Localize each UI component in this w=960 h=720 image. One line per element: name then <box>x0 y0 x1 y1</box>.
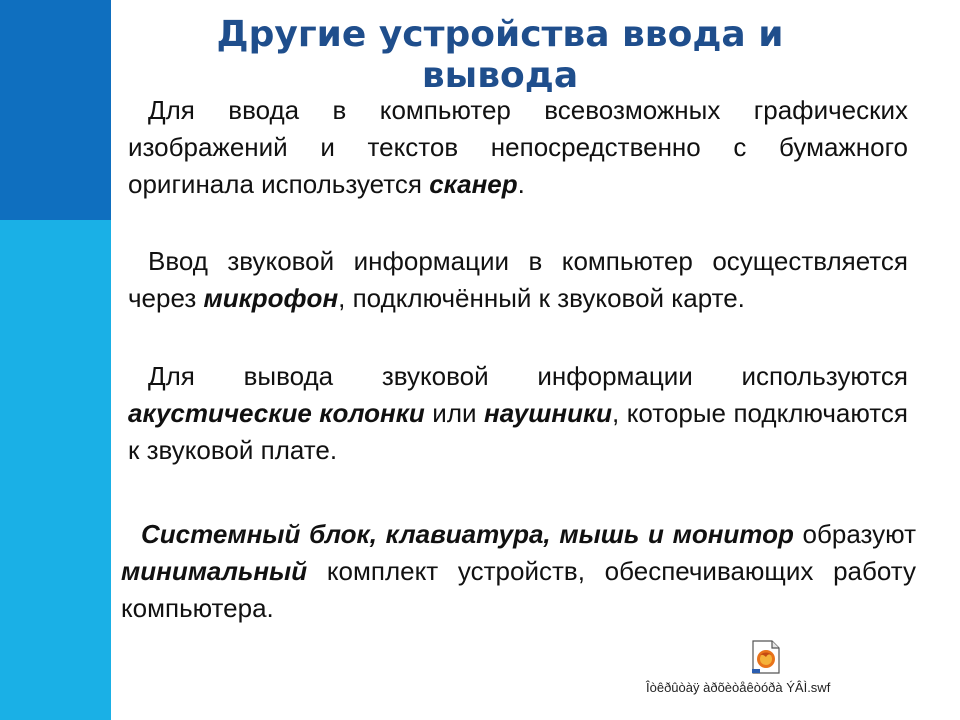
sidebar-accent-bottom <box>0 220 111 720</box>
paragraph-speakers <box>128 358 908 469</box>
paragraph-scanner <box>128 92 908 203</box>
sidebar-accent-top <box>0 0 111 220</box>
paragraph-minimal-set <box>121 516 916 627</box>
term-speakers: акустические колонки <box>128 398 425 428</box>
term-minimal: минимальный <box>121 556 308 586</box>
flash-file-icon[interactable] <box>751 640 781 674</box>
paragraph-text: Ввод звуковой информации в компьютер осуществляется через <box>128 246 908 313</box>
paragraph-microphone <box>128 243 908 317</box>
term-microphone: микрофон <box>203 283 339 313</box>
term-headphones: наушники <box>483 398 613 428</box>
paragraph-text: , которые подключаются к звуковой плате. <box>128 398 908 465</box>
term-scanner: сканер <box>429 169 518 199</box>
slide-title: Другие устройства ввода и вывода <box>216 14 784 96</box>
paragraph-text: или <box>424 398 484 428</box>
term-devices: Системный блок, клавиатура, мышь и монитор <box>141 519 794 549</box>
paragraph-text: , подключённый к звуковой карте. <box>338 283 745 313</box>
paragraph-text: образуют <box>793 519 917 549</box>
file-caption[interactable]: Îòêðûòàÿ àðõèòåêòóðà ÝÂÌ.swf <box>646 680 831 695</box>
paragraph-text: . <box>517 169 525 199</box>
paragraph-text: комплект устройств, обеспечивающих работу компьютера. <box>121 556 916 623</box>
paragraph-text: Для вывода звуковой информации используются <box>148 361 908 391</box>
paragraph-text: Для ввода в компьютер всевозможных графических изображений и текстов непосредственно с бумажного оригинала используется <box>128 95 908 199</box>
